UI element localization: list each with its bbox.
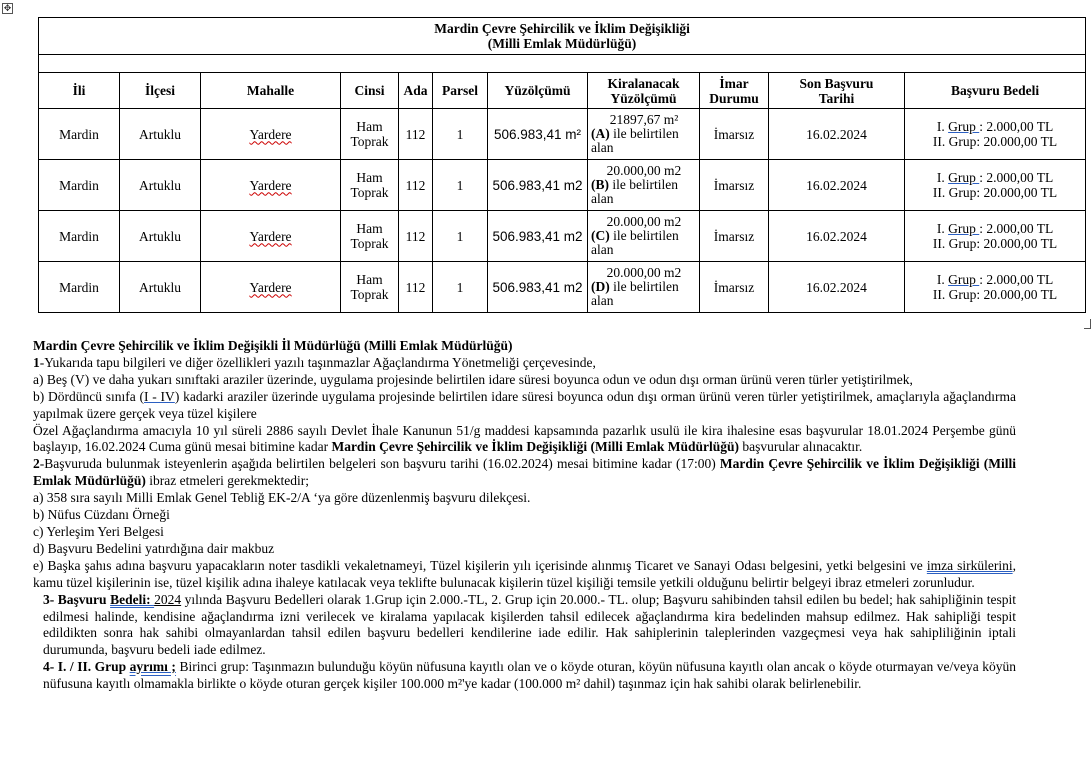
grup1-word: Grup: [948, 272, 980, 287]
ozel-institution: Mardin Çevre Şehircilik ve İklim Değişikliği (Milli Emlak Müdürlüğü): [331, 439, 739, 455]
cell-cinsi: [341, 160, 399, 211]
header-son-basvuru-line2: Tarihi: [818, 90, 855, 106]
cell-mahalle: [201, 160, 341, 211]
p2-number: 2: [33, 456, 40, 472]
cinsi-line1: Ham: [356, 221, 383, 236]
pb-text-2: ) kadarki araziler üzerinde uygulama projesinde belirtilen idare süresi boyunca odun dışı orman ürünü veren türler yetiştirilmek, amaçlarıyla ağaçlandırma yapılmak üzere gerçek veya tüzel kişilere: [33, 388, 1016, 421]
cell-cinsi: [341, 262, 399, 313]
cell-ada: 112: [399, 109, 433, 160]
announcement-body: [33, 338, 1016, 693]
grup1-prefix: I.: [936, 170, 949, 185]
mahalle-text: Yardere: [249, 126, 292, 142]
table-resize-handle-icon[interactable]: [1084, 319, 1091, 329]
grup1-prefix: I.: [936, 119, 949, 134]
cell-imar: İmarsız: [700, 109, 769, 160]
header-kiralanacak: [588, 73, 700, 109]
cinsi-line2: Toprak: [350, 185, 389, 200]
cinsi-line2: Toprak: [350, 134, 389, 149]
grup1-amount: : 2.000,00 TL: [979, 272, 1054, 287]
cinsi-line2: Toprak: [350, 236, 389, 251]
header-son-basvuru-line1: Son Başvuru: [799, 75, 874, 91]
paragraph-1: [33, 355, 1016, 372]
kiralanacak-desc: ile belirtilen: [609, 126, 679, 141]
cell-tarih: 16.02.2024: [769, 160, 905, 211]
paragraph-ozel: [33, 423, 1016, 457]
grup1-word: Grup: [948, 119, 980, 134]
cell-il: Mardin: [39, 211, 120, 262]
kiralanacak-letter: (C): [591, 228, 610, 243]
cell-ilce: Artuklu: [120, 211, 201, 262]
announcement-heading: Mardin Çevre Şehircilik ve İklim Değişikli İl Müdürlüğü (Milli Emlak Müdürlüğü): [33, 338, 513, 353]
kiralanacak-amount: 21897,67 m²: [609, 112, 679, 127]
cell-yuzolcumu: 506.983,41 m²: [488, 109, 588, 160]
list-item-c: c) Yerleşim Yeri Belgesi: [33, 523, 164, 539]
header-parsel: Parsel: [433, 73, 488, 109]
header-yuzolcumu: Yüzölçümü: [488, 73, 588, 109]
header-kiralanacak-line1: Kiralanacak: [607, 75, 680, 91]
list-item-d: d) Başvuru Bedelini yatırdığına dair makbuz: [33, 540, 275, 556]
p3-text: yılında Başvuru Bedelleri olarak 1.Grup için 2.000.-TL, 2. Grup için 20.000.- TL. olup; Başvuru sahibinden tahsil edilen bu bedel; hak sahipliğinin tespit edilmesi halinde, kendisine ağaçlandırma izni verilecek ve kiralama yapılacak kişilerden tahsil edilecek ağaçlandırma kira bedelinden mahsup edilmez. Hak sahipliği tespit edildikten sonra hak sahibi olmayanlardan tahsil edilen başvuru bedelleri kendilerine iade edilir. Hak sahiplerinin taleplerinden vazgeçmesi veya hak sahipliliğinin iptali durumunda, başvuru bedeli iade edilmez.: [43, 591, 1016, 658]
ozel-text-2: başvurular alınacaktır.: [738, 439, 863, 455]
header-son-basvuru: [769, 73, 905, 109]
cell-yuzolcumu: 506.983,41 m2: [488, 262, 588, 313]
cell-yuzolcumu: 506.983,41 m2: [488, 160, 588, 211]
header-cinsi: Cinsi: [341, 73, 399, 109]
kiralanacak-amount: 20.000,00 m2: [606, 163, 682, 178]
paragraph-2: [33, 456, 1016, 490]
cinsi-line1: Ham: [356, 119, 383, 134]
kiralanacak-amount: 20.000,00 m2: [606, 265, 682, 280]
cell-ada: 112: [399, 211, 433, 262]
grup1-word: Grup: [948, 221, 980, 236]
grup1-prefix: I.: [936, 272, 949, 287]
cinsi-line2: Toprak: [350, 287, 389, 302]
p4-label: 4- I. / II. Grup: [43, 659, 130, 675]
cell-ada: 112: [399, 160, 433, 211]
cell-imar: İmarsız: [700, 262, 769, 313]
table-row: [39, 262, 1086, 313]
cell-parsel: 1: [433, 109, 488, 160]
mahalle-text: Yardere: [249, 279, 292, 295]
blank-row: [39, 55, 1086, 73]
kiralanacak-alan: alan: [591, 191, 614, 206]
kiralanacak-letter: (A): [591, 126, 610, 141]
cell-parsel: 1: [433, 262, 488, 313]
list-item-b: b) Nüfus Cüzdanı Örneği: [33, 507, 170, 523]
cell-cinsi: [341, 109, 399, 160]
cell-mahalle: [201, 109, 341, 160]
grup2-amount: II. Grup: 20.000,00 TL: [932, 236, 1058, 251]
p1-number: 1: [33, 354, 40, 370]
p4-ayrimi: ayrımı ;: [129, 659, 176, 675]
cell-kiralanacak: [588, 211, 700, 262]
grup1-amount: : 2.000,00 TL: [979, 119, 1054, 134]
kiralanacak-desc: ile belirtilen: [609, 228, 679, 243]
table-title-line1: Mardin Çevre Şehircilik ve İklim Değişikliği: [434, 21, 690, 36]
p1-text: -Yukarıda tapu bilgileri ve diğer özellikleri yazılı taşınmazlar Ağaçlandırma Yönetmeliği çerçevesinde,: [39, 354, 596, 370]
header-imar-line2: Durumu: [709, 90, 759, 106]
paragraph-b: [33, 389, 1016, 423]
cell-kiralanacak: [588, 109, 700, 160]
cinsi-line1: Ham: [356, 170, 383, 185]
cell-ilce: Artuklu: [120, 160, 201, 211]
cell-tarih: 16.02.2024: [769, 109, 905, 160]
property-table: [38, 17, 1086, 313]
table-move-handle-icon[interactable]: ✥: [3, 4, 12, 14]
cell-bedel: [905, 262, 1086, 313]
kiralanacak-letter: (B): [591, 177, 609, 192]
cell-ilce: Artuklu: [120, 262, 201, 313]
cell-imar: İmarsız: [700, 160, 769, 211]
cell-tarih: 16.02.2024: [769, 262, 905, 313]
grup2-amount: II. Grup: 20.000,00 TL: [932, 287, 1058, 302]
cinsi-line1: Ham: [356, 272, 383, 287]
cell-bedel: [905, 211, 1086, 262]
p3-label: 3- Başvuru: [43, 591, 111, 607]
p3-year: 2024: [154, 591, 182, 607]
cell-kiralanacak: [588, 262, 700, 313]
cell-parsel: 1: [433, 211, 488, 262]
table-title: [39, 18, 1086, 55]
cell-kiralanacak: [588, 160, 700, 211]
header-mahalle: Mahalle: [201, 73, 341, 109]
cell-yuzolcumu: 506.983,41 m2: [488, 211, 588, 262]
cell-bedel: [905, 109, 1086, 160]
p2-text-1: -Başvuruda bulunmak isteyenlerin aşağıda belirtilen belgeleri son başvuru tarihi (16.02.2024) mesai bitimine kadar (17:00): [39, 456, 720, 472]
le-text-1: e) Başka şahıs adına başvuru yapacakların noter tasdikli vekaletnameyi, Tüzel kişilerin yılı içerisinde alınmış Ticaret ve Sanayi Odası belgesini, yetki belgesini ve: [33, 557, 927, 573]
cell-il: Mardin: [39, 262, 120, 313]
paragraph-a: a) Beş (V) ve daha yukarı sınıftaki araziler üzerinde, uygulama projesinde belirtilen idare süresi boyunca odun ve odun dışı orman ürünü veren türler yetiştirilmek,: [33, 371, 913, 387]
grup1-word: Grup: [948, 170, 980, 185]
list-item-e: [33, 558, 1016, 592]
kiralanacak-alan: alan: [591, 140, 614, 155]
table-row: [39, 109, 1086, 160]
kiralanacak-amount: 20.000,00 m2: [606, 214, 682, 229]
pb-class-range: I - IV: [144, 388, 175, 404]
cell-mahalle: [201, 211, 341, 262]
cell-il: Mardin: [39, 160, 120, 211]
le-text-2: , kamu tüzel kişilerinin ise, tüzel kişilik adına ihaleye katılacak veya teklifte bulunacak kişilerin tüzel kişiliği temsile yetkili olduğunu belirtir belgeyi ibraz etmeleri zorunludur.: [33, 557, 1016, 590]
cell-parsel: 1: [433, 160, 488, 211]
paragraph-3: [33, 592, 1016, 660]
mahalle-text: Yardere: [249, 177, 292, 193]
cell-cinsi: [341, 211, 399, 262]
table-title-line2: (Milli Emlak Müdürlüğü): [487, 36, 637, 51]
p2-text-2: ibraz etmeleri gerekmektedir;: [145, 473, 309, 489]
cell-mahalle: [201, 262, 341, 313]
header-basvuru-bedeli: Başvuru Bedeli: [905, 73, 1086, 109]
table-row: [39, 211, 1086, 262]
kiralanacak-desc: ile belirtilen: [609, 279, 679, 294]
p4-text: Birinci grup: Taşınmazın bulunduğu köyün nüfusuna kayıtlı olan ve o köyde oturan, köyün nüfusuna kayıtlı olan ancak o köyde oturmayan ve/veya köyün nüfusuna kayıtlı olmamakla birlikte o köyde oturan gerçek kişiler 100.000 m²'ye kadar (100.000 m² dahil) taşınmaz için hak sahibi olarak belirlenebilir.: [43, 659, 1016, 692]
kiralanacak-desc: ile belirtilen: [609, 177, 678, 192]
mahalle-text: Yardere: [249, 228, 292, 244]
grup2-amount: II. Grup: 20.000,00 TL: [932, 185, 1058, 200]
kiralanacak-alan: alan: [591, 242, 614, 257]
cell-tarih: 16.02.2024: [769, 211, 905, 262]
cell-bedel: [905, 160, 1086, 211]
header-imar: [700, 73, 769, 109]
paragraph-4: [33, 659, 1016, 693]
list-item-a: a) 358 sıra sayılı Milli Emlak Genel Tebliğ EK-2/A ‘ya göre düzenlenmiş başvuru dilekçesi.: [33, 490, 531, 506]
le-imza: imza sirkülerini: [926, 557, 1013, 573]
p3-bedeli: Bedeli:: [110, 591, 155, 607]
header-il: İli: [39, 73, 120, 109]
grup1-amount: : 2.000,00 TL: [979, 170, 1054, 185]
header-kiralanacak-line2: Yüzölçümü: [610, 90, 677, 106]
header-ada: Ada: [399, 73, 433, 109]
header-imar-line1: İmar: [719, 75, 749, 91]
grup1-prefix: I.: [936, 221, 949, 236]
pb-text-1: b) Dördüncü sınıfa (: [33, 388, 145, 404]
header-ilce: İlçesi: [120, 73, 201, 109]
header-row: [39, 73, 1086, 109]
kiralanacak-letter: (D): [591, 279, 610, 294]
table-row: [39, 160, 1086, 211]
kiralanacak-alan: alan: [591, 293, 614, 308]
cell-imar: İmarsız: [700, 211, 769, 262]
cell-il: Mardin: [39, 109, 120, 160]
cell-ada: 112: [399, 262, 433, 313]
cell-ilce: Artuklu: [120, 109, 201, 160]
grup2-amount: II. Grup: 20.000,00 TL: [932, 134, 1058, 149]
ozel-text-1: Özel Ağaçlandırma amacıyla 10 yıl süreli 2886 sayılı Devlet İhale Kanunun 51/g maddesi kapsamında pazarlık usulü ile kira ihalesine esas başvurular 18.01.2024 Perşembe günü başlayıp, 16.02.2024 Cuma günü mesai bitimine kadar: [33, 422, 1016, 455]
p2-institution: Mardin Çevre Şehircilik ve İklim Değişikliği (Milli Emlak Müdürlüğü): [33, 456, 1016, 489]
grup1-amount: : 2.000,00 TL: [979, 221, 1054, 236]
